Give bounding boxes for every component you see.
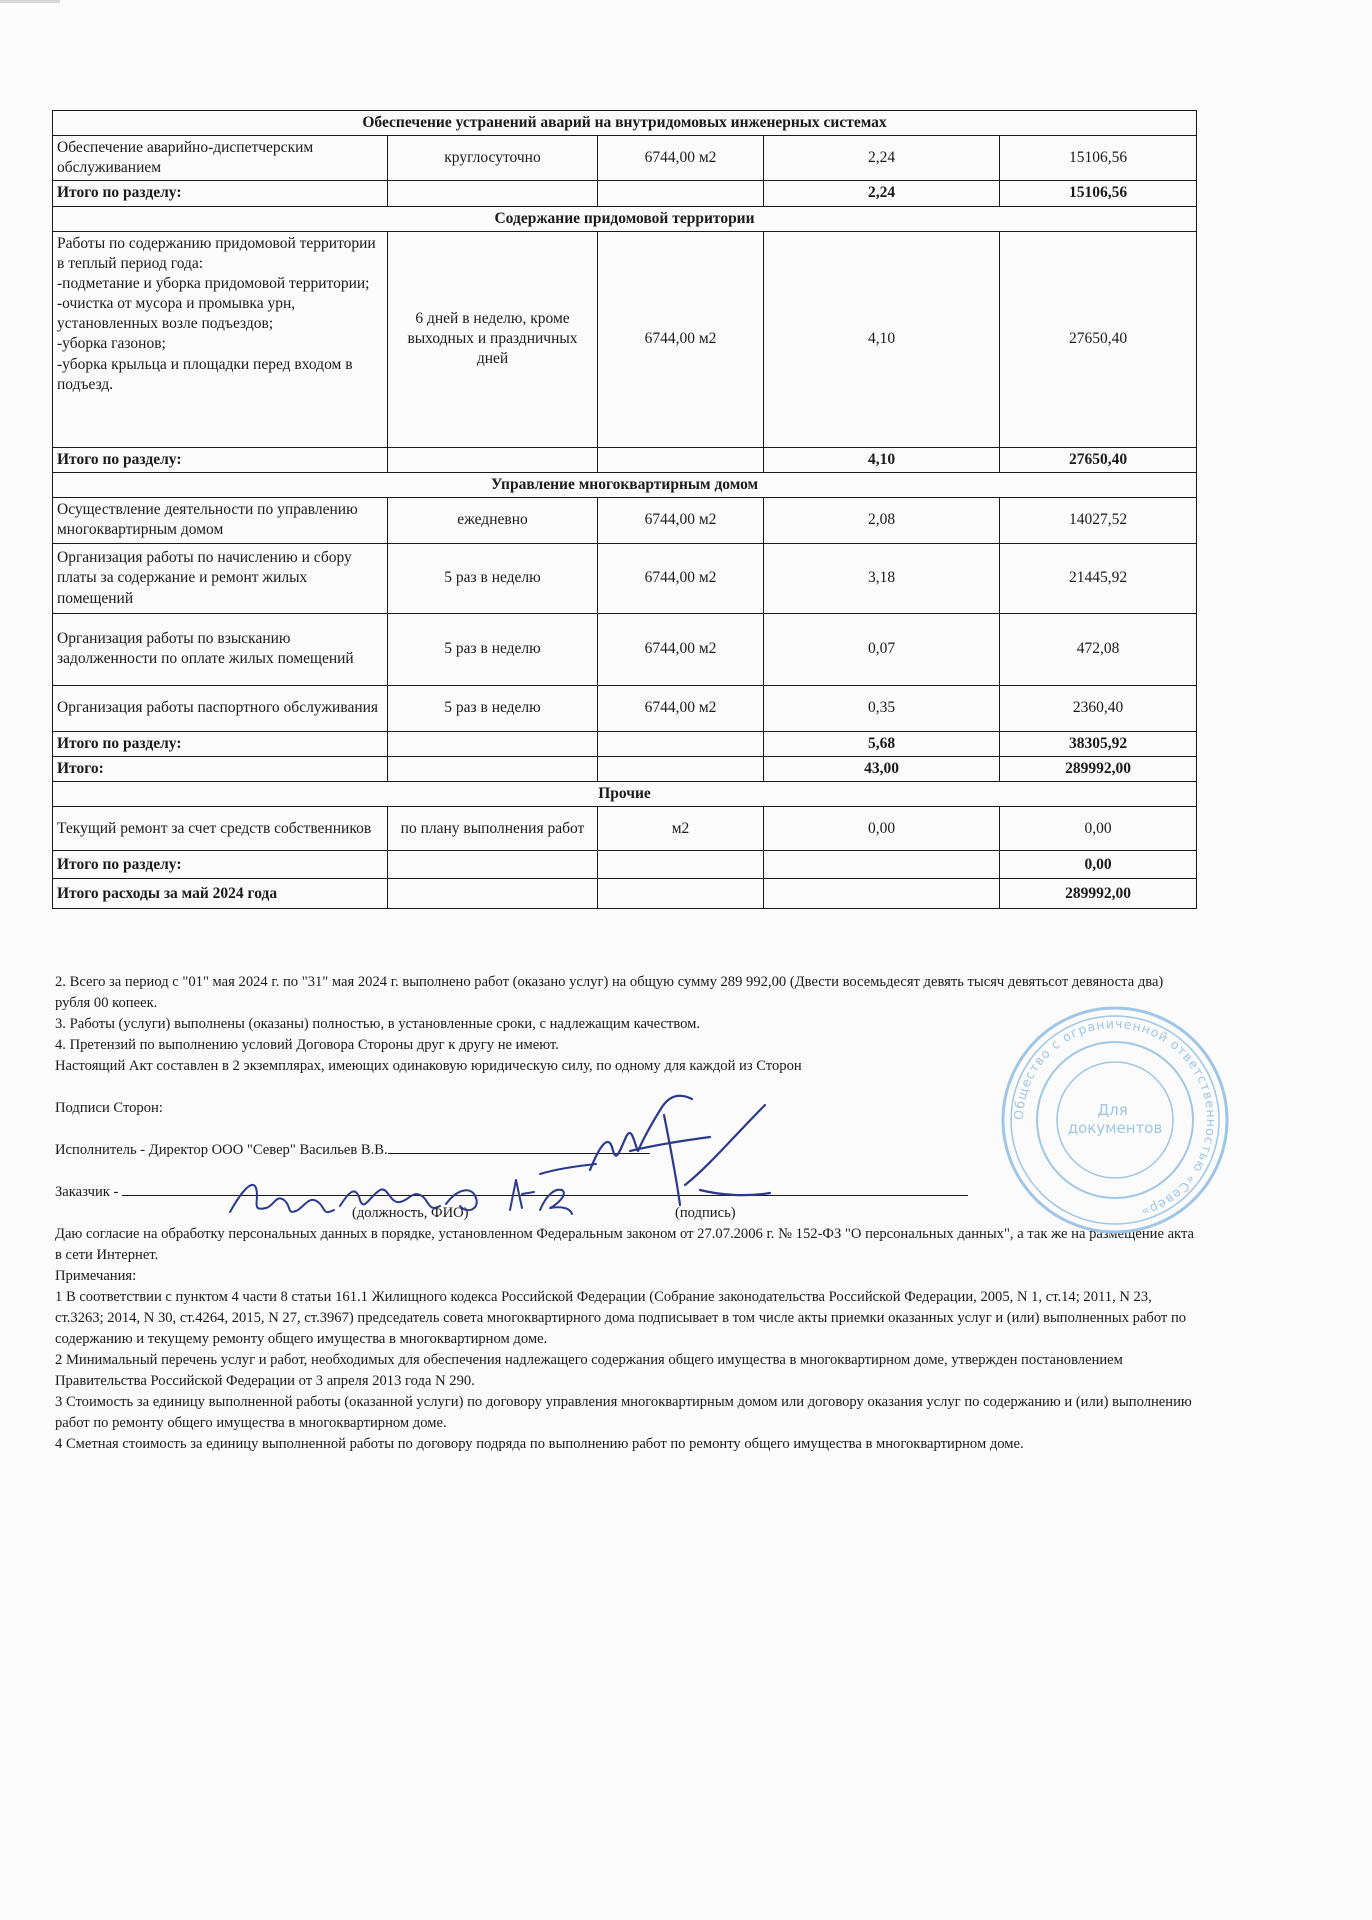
executor-signature-line <box>388 1153 650 1154</box>
service-sum: 27650,40 <box>1000 231 1197 447</box>
services-table <box>52 110 1197 909</box>
service-name: Текущий ремонт за счет средств собственников <box>53 807 388 851</box>
service-sum: 472,08 <box>1000 613 1197 685</box>
paragraph-quality: 3. Работы (услуги) выполнены (оказаны) полностью, в установленные сроки, с надлежащим качеством. <box>55 1016 701 1032</box>
service-name: Осуществление деятельности по управлению многоквартирным домом <box>53 497 388 543</box>
service-frequency: 5 раз в неделю <box>388 543 598 613</box>
customer-text: Заказчик - <box>55 1184 119 1200</box>
table-row <box>53 497 1197 543</box>
expenses-total-sum: 289992,00 <box>1000 879 1197 909</box>
total-sum: 38305,92 <box>1000 731 1197 756</box>
service-name: Организация работы по взысканию задолженности по оплате жилых помещений <box>53 613 388 685</box>
total-sum: 27650,40 <box>1000 447 1197 472</box>
table-row <box>53 685 1197 731</box>
expenses-total-label: Итого расходы за май 2024 года <box>53 879 388 909</box>
service-area: 6744,00 м2 <box>598 685 764 731</box>
service-name: Организация работы по начислению и сбору платы за содержание и ремонт жилых помещений <box>53 543 388 613</box>
executor-text: Исполнитель - Директор ООО "Север" Васильев В.В. <box>55 1142 388 1158</box>
stamp-ring-text: Общество с ограниченной ответственностью «Север» <box>1010 1015 1220 1221</box>
section-header <box>53 206 1197 231</box>
service-rate: 0,35 <box>764 685 1000 731</box>
total-rate: 5,68 <box>764 731 1000 756</box>
company-stamp <box>998 1003 1232 1237</box>
total-label: Итого по разделу: <box>53 851 388 879</box>
signatures-title: Подписи Сторон: <box>55 1100 163 1116</box>
table-row <box>53 807 1197 851</box>
section-title: Прочие <box>53 782 1197 807</box>
section-title: Содержание придомовой территории <box>53 206 1197 231</box>
section-title: Управление многоквартирным домом <box>53 472 1197 497</box>
service-frequency: 6 дней в неделю, кроме выходных и праздничных дней <box>388 231 598 447</box>
service-frequency: ежедневно <box>388 497 598 543</box>
service-area: 6744,00 м2 <box>598 231 764 447</box>
stamp-center-text: Для документов <box>1067 1101 1163 1137</box>
service-frequency: по плану выполнения работ <box>388 807 598 851</box>
service-area: 6744,00 м2 <box>598 543 764 613</box>
service-rate: 3,18 <box>764 543 1000 613</box>
paragraph-total-amount: 2. Всего за период с "01" мая 2024 г. по "31" мая 2024 г. выполнено работ (оказано услуг) на общую сумму 289 992,00 (Двести восемьдесят девять тысяч девятьсот девяноста два) рубля 00 копеек. <box>55 974 1164 1011</box>
service-rate: 2,24 <box>764 136 1000 181</box>
service-frequency: 5 раз в неделю <box>388 613 598 685</box>
total-rate: 4,10 <box>764 447 1000 472</box>
service-name: Организация работы паспортного обслуживания <box>53 685 388 731</box>
service-sum: 15106,56 <box>1000 136 1197 181</box>
service-rate: 0,00 <box>764 807 1000 851</box>
service-rate: 0,07 <box>764 613 1000 685</box>
table-row <box>53 613 1197 685</box>
table-row <box>53 543 1197 613</box>
service-name: Обеспечение аварийно-диспетчерским обслуживанием <box>53 136 388 181</box>
note-4: 4 Сметная стоимость за единицу выполненной работы по договору подряда по выполнению работ по ремонту общего имущества в многоквартирном доме. <box>55 1436 1024 1452</box>
service-area: 6744,00 м2 <box>598 497 764 543</box>
total-label: Итого по разделу: <box>53 447 388 472</box>
grand-total-row <box>53 757 1197 782</box>
service-sum: 14027,52 <box>1000 497 1197 543</box>
service-sum: 2360,40 <box>1000 685 1197 731</box>
section-header <box>53 111 1197 136</box>
service-rate: 4,10 <box>764 231 1000 447</box>
grand-total-label: Итого: <box>53 757 388 782</box>
table-row <box>53 136 1197 181</box>
section-total-row <box>53 447 1197 472</box>
service-area: 6744,00 м2 <box>598 613 764 685</box>
grand-total-rate: 43,00 <box>764 757 1000 782</box>
total-label: Итого по разделу: <box>53 731 388 756</box>
service-sum: 0,00 <box>1000 807 1197 851</box>
paragraph-copies: Настоящий Акт составлен в 2 экземплярах, имеющих одинаковую юридическую силу, по одному для каждой из Сторон <box>55 1058 802 1074</box>
signature-caption: (подпись) <box>675 1205 736 1221</box>
service-area: м2 <box>598 807 764 851</box>
total-rate: 2,24 <box>764 181 1000 206</box>
section-header <box>53 782 1197 807</box>
section-total-row <box>53 731 1197 756</box>
total-sum: 0,00 <box>1000 851 1197 879</box>
grand-total-sum: 289992,00 <box>1000 757 1197 782</box>
service-name: Работы по содержанию придомовой территории в теплый период года: -подметание и уборка придомовой территории; -очистка от мусора и промывка урн, установленных возле подъездов; -уборка газонов; -уборка крыльца и площадки перед входом в подъезд. <box>53 231 388 447</box>
position-caption: (должность, ФИО) <box>352 1205 469 1221</box>
service-sum: 21445,92 <box>1000 543 1197 613</box>
section-title: Обеспечение устранений аварий на внутридомовых инженерных системах <box>53 111 1197 136</box>
service-area: 6744,00 м2 <box>598 136 764 181</box>
expenses-total-row <box>53 879 1197 909</box>
section-total-row <box>53 181 1197 206</box>
service-frequency: 5 раз в неделю <box>388 685 598 731</box>
customer-signature-line <box>122 1195 968 1196</box>
notes-title: Примечания: <box>55 1268 137 1284</box>
service-frequency: круглосуточно <box>388 136 598 181</box>
table-row <box>53 231 1197 447</box>
paragraph-no-claims: 4. Претензий по выполнению условий Договора Стороны друг к другу не имеют. <box>55 1037 559 1053</box>
service-rate: 2,08 <box>764 497 1000 543</box>
total-label: Итого по разделу: <box>53 181 388 206</box>
note-1: 1 В соответствии с пунктом 4 части 8 статьи 161.1 Жилищного кодекса Российской Федерации (Собрание законодательства Российской Федерации, 2005, N 1, ст.14; 2011, N 23, ст.3263; 2014, N 30, ст.4264, 2015, N 27, ст.3967) председатель совета многоквартирного дома подписывает в том числе акты приемки оказанных услуг и (или) выполненных работ по содержанию и текущему ремонту общего имущества в многоквартирном доме. <box>55 1289 1187 1347</box>
section-total-row <box>53 851 1197 879</box>
scan-mark <box>0 0 60 3</box>
consent-paragraph: Даю согласие на обработку персональных данных в порядке, установленном Федеральным законом от 27.07.2006 г. № 152-ФЗ "О персональных данных", а так же на размещение акта в сети Интернет. <box>55 1226 1194 1263</box>
section-header <box>53 472 1197 497</box>
total-sum: 15106,56 <box>1000 181 1197 206</box>
note-2: 2 Минимальный перечень услуг и работ, необходимых для обеспечения надлежащего содержания общего имущества в многоквартирном доме, утвержден постановлением Правительства Российской Федерации от 3 апреля 2013 года N 290. <box>55 1352 1123 1389</box>
note-3: 3 Стоимость за единицу выполненной работы (оказанной услуги) по договору управления многоквартирным домом или договору оказания услуг по содержанию и (или) выполнению работ по ремонту общего имущества в многоквартирном доме. <box>55 1394 1192 1431</box>
